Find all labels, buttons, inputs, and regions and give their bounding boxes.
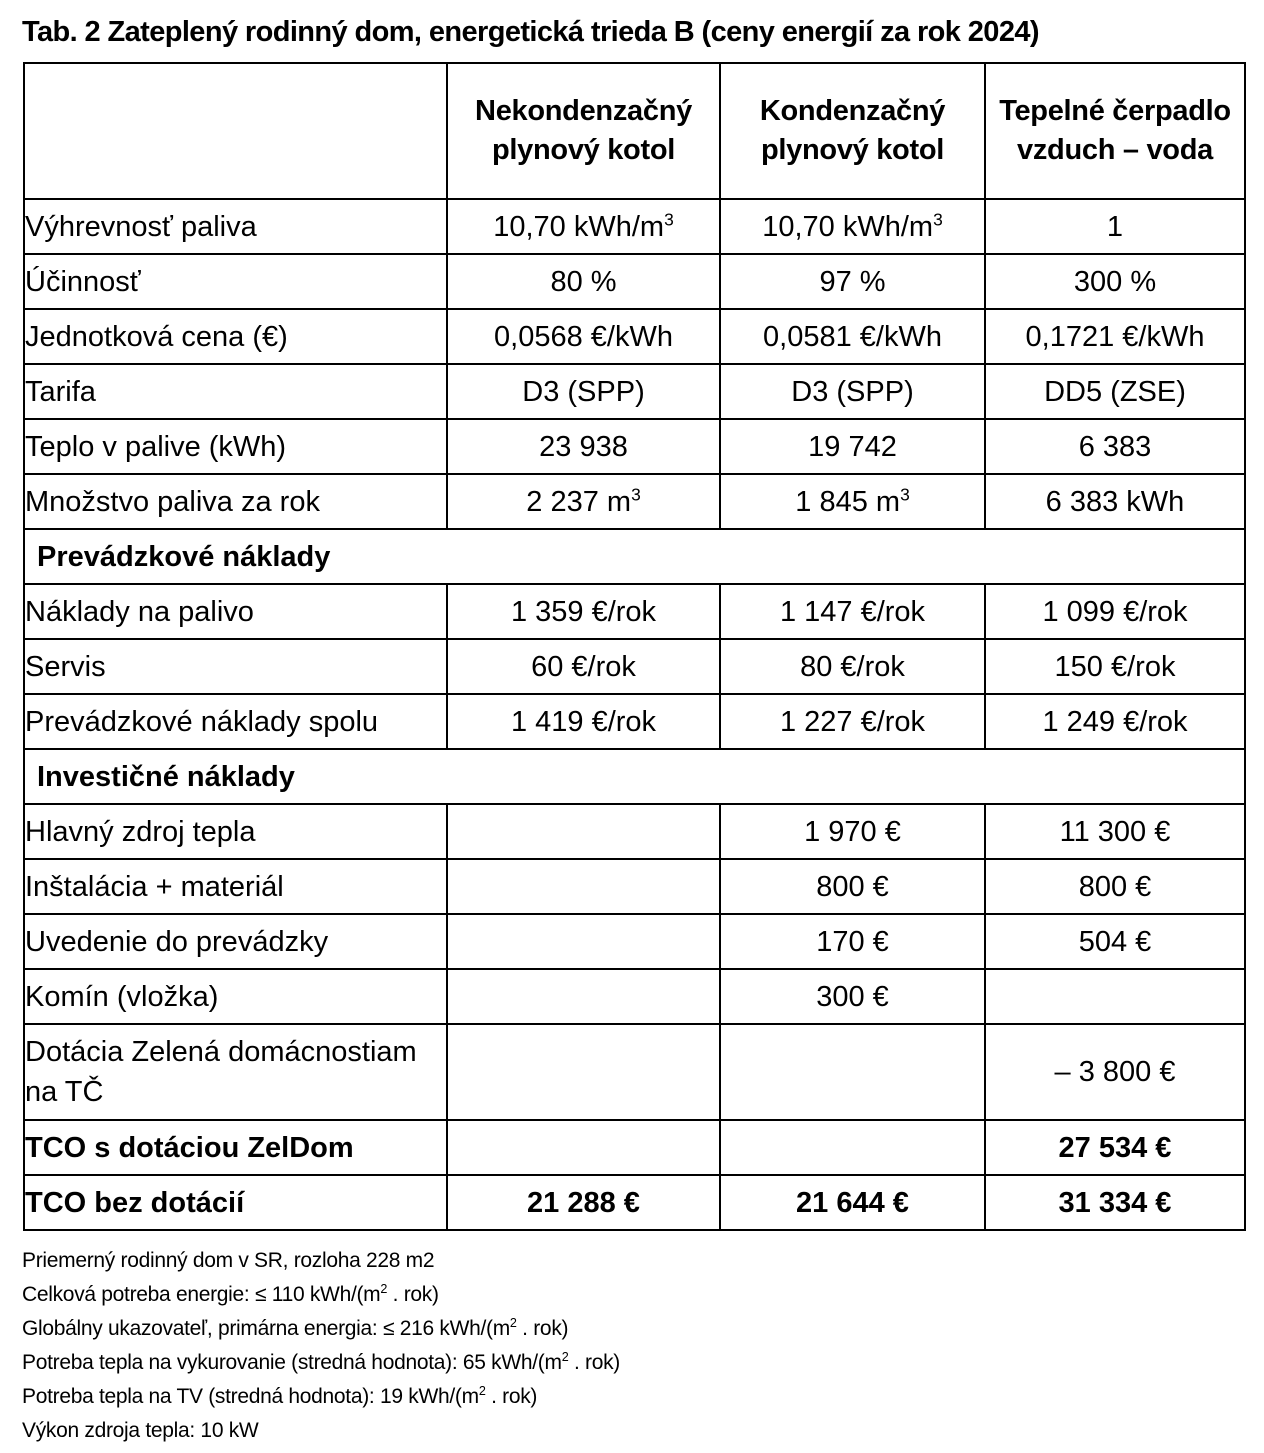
row-label: Teplo v palive (kWh) (24, 419, 447, 474)
row-label: Dotácia Zelená domácnostiam na TČ (24, 1024, 447, 1120)
table-row (24, 419, 1245, 474)
cell-value: 31 334 € (985, 1175, 1245, 1230)
cell-value (447, 859, 720, 914)
table-row-tco-with-subsidy (24, 1120, 1245, 1175)
cell-value: 60 €/rok (447, 639, 720, 694)
cell-value: 21 644 € (720, 1175, 985, 1230)
table-row (24, 804, 1245, 859)
table-row (24, 694, 1245, 749)
row-label: Uvedenie do prevádzky (24, 914, 447, 969)
cell-value: D3 (SPP) (447, 364, 720, 419)
cell-value: 1 845 $m^3$ (720, 474, 985, 529)
footnotes (22, 1244, 620, 1448)
cell-value: 6 383 (985, 419, 1245, 474)
table-row (24, 309, 1245, 364)
cell-value: 1 (985, 199, 1245, 254)
column-header-condensing-boiler: Kondenzačný plynový kotol (720, 63, 985, 199)
cell-value: 150 €/rok (985, 639, 1245, 694)
cell-value: 10,70 kWh/$m^3$ (720, 199, 985, 254)
column-header-heat-pump: Tepelné čerpadlo vzduch – voda (985, 63, 1245, 199)
cell-value (720, 1120, 985, 1175)
footnote: Celková potreba energie: ≤ 110 kWh/($m^2$ . rok) (22, 1282, 439, 1306)
cell-value: 0,0568 €/kWh (447, 309, 720, 364)
cell-value (447, 969, 720, 1024)
cell-value (447, 1024, 720, 1120)
row-label: Prevádzkové náklady spolu (24, 694, 447, 749)
table-row (24, 584, 1245, 639)
cell-value (447, 804, 720, 859)
footnote: Priemerný rodinný dom v SR, rozloha 228 m2 (22, 1249, 435, 1272)
cell-value: 21 288 € (447, 1175, 720, 1230)
cell-value: 1 099 €/rok (985, 584, 1245, 639)
cell-value: 1 359 €/rok (447, 584, 720, 639)
section-row-operating-costs (24, 529, 1245, 584)
section-heading: Prevádzkové náklady (24, 529, 1245, 584)
cell-value: 0,0581 €/kWh (720, 309, 985, 364)
cell-value: 300 % (985, 254, 1245, 309)
cell-value: 1 970 € (720, 804, 985, 859)
row-label: TCO s dotáciou ZelDom (24, 1120, 447, 1175)
cell-value (447, 914, 720, 969)
cell-value: 2 237 $m^3$ (447, 474, 720, 529)
cell-value: 27 534 € (985, 1120, 1245, 1175)
row-label: Servis (24, 639, 447, 694)
cell-value: 800 € (985, 859, 1245, 914)
cell-value: 0,1721 €/kWh (985, 309, 1245, 364)
cell-value: 23 938 (447, 419, 720, 474)
footnote: Potreba tepla na vykurovanie (stredná hodnota): 65 kWh/($m^2$ . rok) (22, 1350, 620, 1374)
cell-value: D3 (SPP) (720, 364, 985, 419)
table-row (24, 969, 1245, 1024)
cell-value: 1 227 €/rok (720, 694, 985, 749)
footnote: Globálny ukazovateľ, primárna energia: ≤ 216 kWh/($m^2$ . rok) (22, 1316, 569, 1340)
row-label: Komín (vložka) (24, 969, 447, 1024)
table-row-tco-without-subsidy (24, 1175, 1245, 1230)
cell-value: 80 €/rok (720, 639, 985, 694)
table-row (24, 914, 1245, 969)
cell-value: 800 € (720, 859, 985, 914)
row-label: Jednotková cena (€) (24, 309, 447, 364)
header-row (24, 63, 1245, 199)
cell-value: 97 % (720, 254, 985, 309)
table-row (24, 639, 1245, 694)
row-label: Hlavný zdroj tepla (24, 804, 447, 859)
cell-value: 504 € (985, 914, 1245, 969)
cell-value: 1 147 €/rok (720, 584, 985, 639)
table-row (24, 859, 1245, 914)
comparison-table (23, 62, 1246, 1231)
row-label: Inštalácia + materiál (24, 859, 447, 914)
row-label: Náklady na palivo (24, 584, 447, 639)
cell-value (985, 969, 1245, 1024)
table-row (24, 254, 1245, 309)
row-label: Tarifa (24, 364, 447, 419)
row-label: TCO bez dotácií (24, 1175, 447, 1230)
cell-value: 300 € (720, 969, 985, 1024)
cell-value: 170 € (720, 914, 985, 969)
cell-value (447, 1120, 720, 1175)
cell-value (720, 1024, 985, 1120)
cell-value: 11 300 € (985, 804, 1245, 859)
column-header-non-condensing-boiler: Nekondenzačný plynový kotol (447, 63, 720, 199)
cell-value: 6 383 kWh (985, 474, 1245, 529)
footnote: Výkon zdroja tepla: 10 kW (22, 1419, 259, 1442)
table-row (24, 1024, 1245, 1120)
cell-value: 10,70 kWh/$m^3$ (447, 199, 720, 254)
cell-value: DD5 (ZSE) (985, 364, 1245, 419)
row-label: Množstvo paliva za rok (24, 474, 447, 529)
footnote: Potreba tepla na TV (stredná hodnota): 19 kWh/($m^2$ . rok) (22, 1384, 538, 1408)
cell-value: – 3 800 € (985, 1024, 1245, 1120)
cell-value: 19 742 (720, 419, 985, 474)
table-row (24, 474, 1245, 529)
table-row (24, 364, 1245, 419)
section-row-investment-costs (24, 749, 1245, 804)
table-row (24, 199, 1245, 254)
cell-value: 1 249 €/rok (985, 694, 1245, 749)
table-title: Tab. 2 Zateplený rodinný dom, energetická trieda B (ceny energií za rok 2024) (22, 16, 1039, 48)
cell-value: 80 % (447, 254, 720, 309)
cell-value: 1 419 €/rok (447, 694, 720, 749)
section-heading: Investičné náklady (24, 749, 1245, 804)
header-empty-cell (24, 63, 447, 199)
row-label: Výhrevnosť paliva (24, 199, 447, 254)
row-label: Účinnosť (24, 254, 447, 309)
